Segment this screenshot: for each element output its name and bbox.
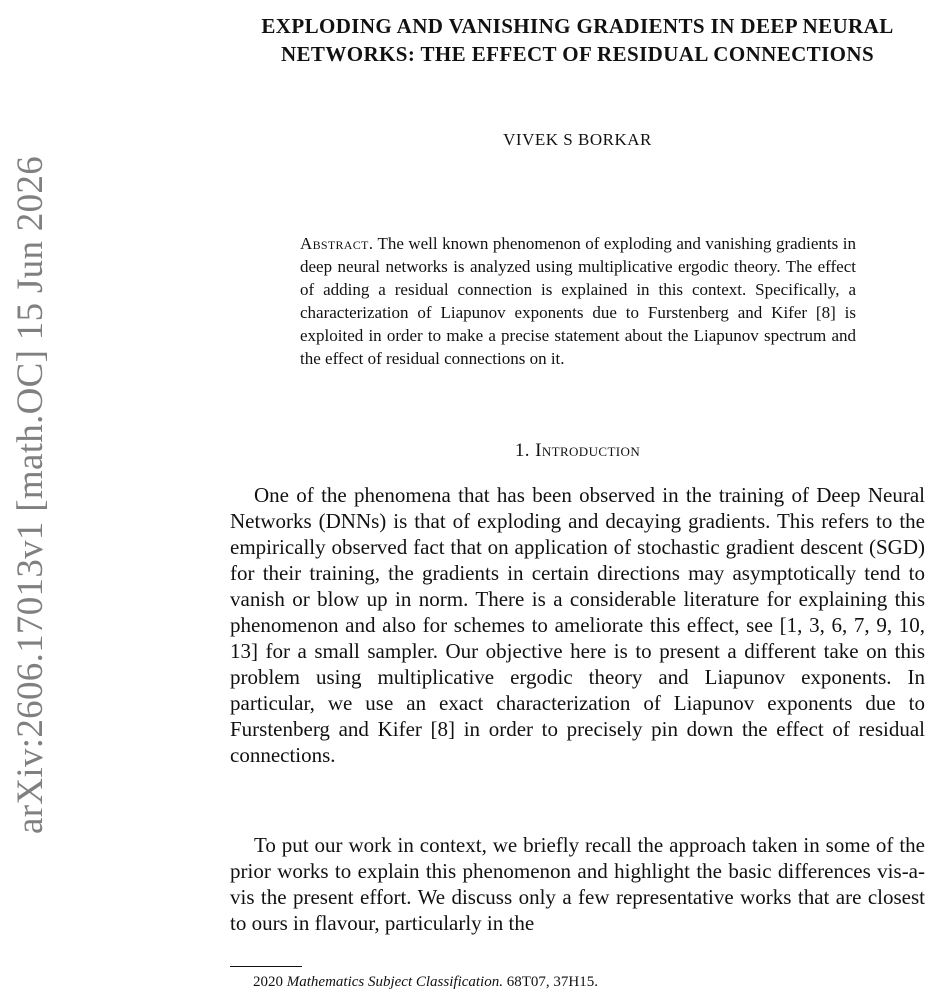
abstract-block (300, 232, 856, 370)
abstract-text: The well known phenomenon of exploding and vanishing gradients in deep neural networks is analyzed using multiplicative ergodic theory. The effect of adding a residual connection is explained in this context. Specifically, a characterization of Liapunov exponents due to Furstenberg and Kifer [8] is exploited in order to make a precise statement about the Liapunov spectrum and the effect of residual connections on it. (300, 234, 856, 368)
abstract-label: Abstract. (300, 234, 374, 253)
footnote-rule (230, 966, 302, 967)
footnote-label: Mathematics Subject Classification. (286, 974, 503, 990)
footnote-codes: 68T07, 37H15. (506, 974, 598, 990)
intro-paragraph-1: One of the phenomena that has been observed in the training of Deep Neural Networks (DNNs) is that of exploding and decaying gradients. This refers to the empirically observed fact that on application of stochastic gradient descent (SGD) for their training, the gradients in certain directions may asymptotically tend to vanish or blow up in norm. There is a considerable literature for explaining this phenomenon and also for schemes to ameliorate this effect, see [1, 3, 6, 7, 9, 10, 13] for a small sampler. Our objective here is to present a different take on this problem using multiplicative ergodic theory and Liapunov exponents. In particular, we use an exact characterization of Liapunov exponents due to Furstenberg and Kifer [8] in order to precisely pin down the effect of residual connections. (230, 483, 925, 767)
arxiv-side-stamp (0, 130, 60, 860)
section-title: Introduction (535, 440, 641, 461)
section-number: 1. (514, 440, 530, 461)
arxiv-identifier: arXiv:2606.17013v1 [math.OC] 15 Jun 2026 (9, 156, 51, 834)
section-heading (230, 440, 925, 462)
intro-paragraph-2: To put our work in context, we briefly recall the approach taken in some of the prior works to explain this phenomenon and highlight the basic differences vis-a-vis the present effort. We discuss only a few representative works that are closest to ours in flavour, particularly in the (230, 833, 925, 935)
paper-title: EXPLODING AND VANISHING GRADIENTS IN DEEP NEURAL NETWORKS: THE EFFECT OF RESIDUAL CONNECTIONS (261, 14, 894, 66)
footnote (253, 972, 598, 992)
footnote-year: 2020 (253, 974, 283, 990)
author-name: VIVEK S BORKAR (503, 130, 652, 149)
